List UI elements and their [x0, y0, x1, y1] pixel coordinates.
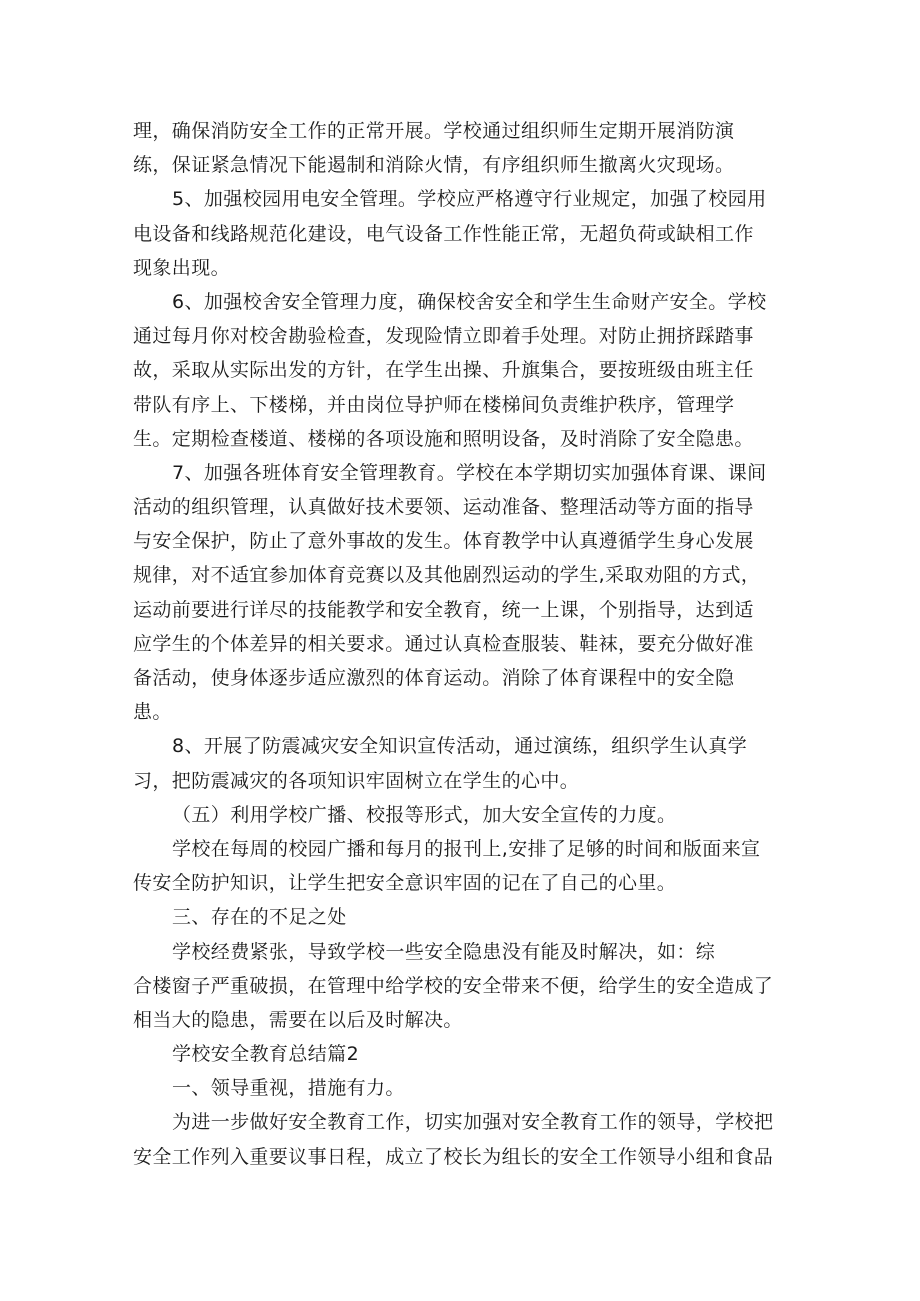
text-line: 与安全保护，防止了意外事故的发生。体育教学中认真遵循学生身心发展: [133, 530, 754, 553]
text-line: 习，把防震减灾的各项知识牢固树立在学生的心中。: [133, 769, 580, 792]
text-line: 规律，对不适宜参加体育竞赛以及其他剧烈运动的学生,采取劝阻的方式，: [133, 564, 761, 587]
text-line: 故，采取从实际出发的方针，在学生出操、升旗集合，要按班级由班主任: [133, 359, 754, 382]
text-line: 活动的组织管理，认真做好技术要领、运动准备、整理活动等方面的指导: [133, 496, 754, 519]
text-line: 传安全防护知识，让学生把安全意识牢固的记在了自己的心里。: [133, 872, 677, 895]
text-line: 理，确保消防安全工作的正常开展。学校通过组织师生定期开展消防演: [133, 120, 735, 142]
text-line: 电设备和线路规范化建设，电气设备工作性能正常，无超负荷或缺相工作: [133, 222, 754, 245]
text-line: 学校在每周的校园广播和每月的报刊上,安排了足够的时间和版面来宣: [172, 837, 761, 860]
text-line: 学校安全教育总结篇2: [172, 1043, 360, 1066]
text-line: 为进一步做好安全教育工作，切实加强对安全教育工作的领导，学校把: [172, 1111, 774, 1134]
text-line: 5、加强校园用电安全管理。学校应严格遵守行业规定，加强了校园用: [172, 188, 767, 211]
text-line: 应学生的个体差异的相关要求。通过认真检查服装、鞋袜，要充分做好准: [133, 632, 754, 655]
text-line: 现象出现。: [133, 256, 231, 279]
document-body: [133, 114, 793, 1174]
text-line: 8、开展了防震减灾安全知识宣传活动，通过演练，组织学生认真学: [172, 735, 748, 758]
text-line: 生。定期检查楼道、楼梯的各项设施和照明设备，及时消除了安全隐患。: [133, 427, 754, 450]
text-line: 练，保证紧急情况下能遏制和消除火情，有序组织师生撤离火灾现场。: [133, 154, 735, 177]
text-line: 学校经费紧张，导致学校一些安全隐患没有能及时解决，如：综: [172, 940, 716, 963]
text-line: 7、加强各班体育安全管理教育。学校在本学期切实加强体育课、课间: [172, 461, 767, 484]
text-line: 合楼窗子严重破损，在管理中给学校的安全带来不便，给学生的安全造成了: [133, 974, 774, 997]
text-line: 带队有序上、下楼梯，并由岗位导护师在楼梯间负责维护秩序，管理学: [133, 393, 735, 416]
text-line: （五）利用学校广播、校报等形式，加大安全宣传的力度。: [172, 803, 677, 826]
text-line: 安全工作列入重要议事日程，成立了校长为组长的安全工作领导小组和食品: [133, 1145, 774, 1168]
text-line: 运动前要进行详尽的技能教学和安全教育，统一上课，个别指导，达到适: [133, 598, 754, 621]
text-line: 备活动，使身体逐步适应激烈的体育运动。消除了体育课程中的安全隐: [133, 667, 735, 689]
text-line: 6、加强校舍安全管理力度，确保校舍安全和学生生命财产安全。学校: [172, 290, 767, 313]
text-line: 三、存在的不足之处: [172, 906, 347, 929]
text-line: 患。: [133, 701, 172, 724]
text-line: 一、领导重视，措施有力。: [172, 1077, 405, 1100]
text-line: 相当大的隐患，需要在以后及时解决。: [133, 1008, 463, 1031]
text-line: 通过每月你对校舍勘验检查，发现险情立即着手处理。对防止拥挤踩踏事: [133, 325, 754, 348]
